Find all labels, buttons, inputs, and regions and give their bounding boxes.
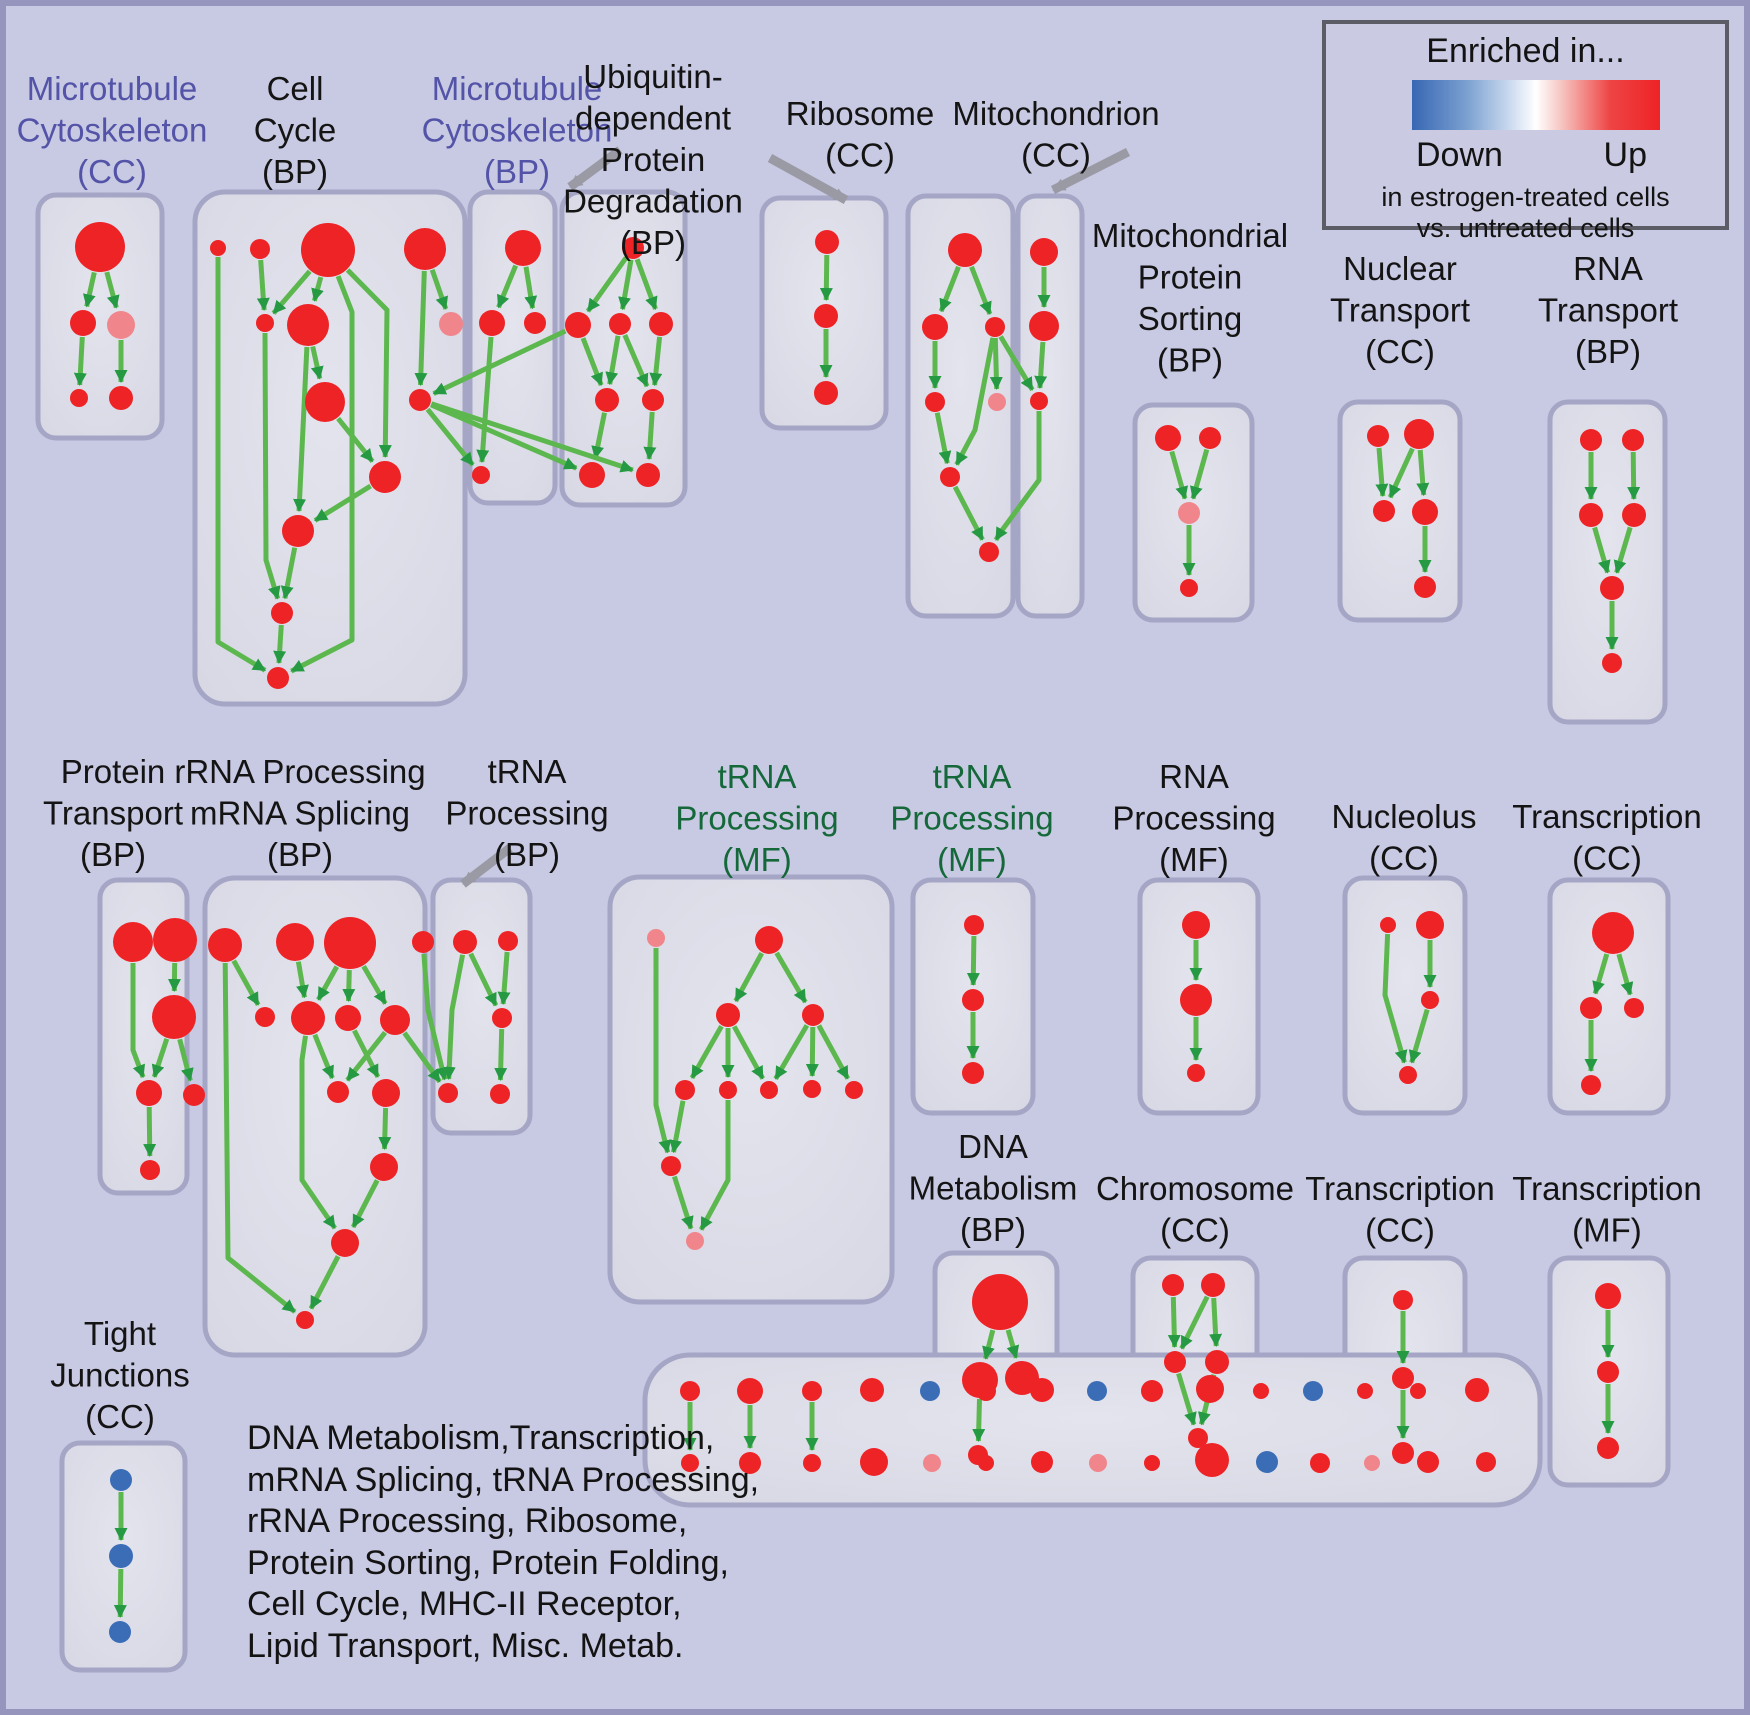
cluster-label-mito_cc: Mitochondrion bbox=[952, 95, 1160, 132]
go-term-node bbox=[940, 467, 960, 487]
go-term-node bbox=[1416, 911, 1444, 939]
go-term-node bbox=[1030, 1378, 1054, 1402]
go-term-node bbox=[1412, 499, 1438, 525]
legend-up-label: Up bbox=[1603, 136, 1647, 174]
go-term-node bbox=[716, 1003, 740, 1027]
go-term-node bbox=[1410, 1383, 1426, 1399]
go-term-node bbox=[962, 989, 984, 1011]
go-term-node bbox=[110, 1469, 132, 1491]
cluster-label-tr_mf: Transcription bbox=[1512, 1170, 1702, 1207]
go-term-node bbox=[962, 1062, 984, 1084]
cluster-label-rna_mf: Processing bbox=[1112, 799, 1276, 837]
go-term-node bbox=[1414, 576, 1436, 598]
cluster-label-nuc_cc: Nuclear bbox=[1343, 250, 1457, 287]
go-term-node bbox=[1399, 1066, 1417, 1084]
go-term-node bbox=[75, 222, 125, 272]
go-term-node bbox=[985, 317, 1005, 337]
go-term-node bbox=[860, 1448, 888, 1476]
go-term-node bbox=[860, 1378, 884, 1402]
go-term-node bbox=[327, 1081, 349, 1103]
go-term-node bbox=[642, 389, 664, 411]
go-term-node bbox=[1404, 419, 1434, 449]
go-term-node bbox=[287, 304, 329, 346]
go-term-node bbox=[1373, 500, 1395, 522]
go-term-node bbox=[1392, 1442, 1414, 1464]
go-term-node bbox=[70, 389, 88, 407]
legend-title: Enriched in... bbox=[1426, 32, 1625, 70]
cluster-label-trna_bp: tRNA bbox=[487, 753, 567, 790]
go-term-node bbox=[1089, 1454, 1107, 1472]
go-term-node bbox=[1380, 917, 1396, 933]
go-term-node bbox=[1310, 1453, 1330, 1473]
go-term-node bbox=[1199, 427, 1221, 449]
go-term-node bbox=[1595, 1283, 1621, 1309]
cluster-label-mps_bp: (BP) bbox=[1157, 341, 1223, 379]
cluster-label-mt_bp: Cytoskeleton bbox=[421, 111, 613, 149]
legend-box bbox=[1322, 20, 1729, 243]
go-term-node bbox=[183, 1084, 205, 1106]
cluster-label-ubi_main: dependent bbox=[575, 99, 731, 137]
go-term-node bbox=[565, 312, 591, 338]
cluster-label-rrna_bp: (BP) bbox=[267, 836, 333, 873]
cluster-label-microtubule_cc: Microtubule bbox=[26, 70, 198, 107]
cluster-label-tight_cc: (CC) bbox=[85, 1398, 155, 1435]
go-term-node bbox=[978, 1455, 994, 1471]
misc-label-line: Cell Cycle, MHC-II Receptor, bbox=[247, 1585, 682, 1623]
go-term-node bbox=[737, 1378, 763, 1404]
go-term-node bbox=[1367, 425, 1389, 447]
go-term-node bbox=[107, 311, 135, 339]
cluster-label-rna_mf: (MF) bbox=[1159, 841, 1229, 878]
go-term-node bbox=[1602, 653, 1622, 673]
cluster-label-nucleolus_cc: (CC) bbox=[1369, 839, 1439, 877]
go-term-node bbox=[453, 930, 477, 954]
go-term-node bbox=[1180, 579, 1198, 597]
edge bbox=[349, 970, 350, 1001]
go-term-node bbox=[70, 310, 96, 336]
go-term-node bbox=[923, 1454, 941, 1472]
cluster-label-ribosome_cc: Ribosome bbox=[785, 95, 935, 132]
go-term-node bbox=[291, 1001, 325, 1035]
edge bbox=[826, 255, 827, 300]
go-term-node bbox=[1421, 991, 1439, 1009]
legend-subtitle bbox=[1326, 182, 1725, 244]
go-term-node bbox=[372, 1079, 400, 1107]
go-term-node bbox=[109, 386, 133, 410]
cluster-label-dna_bp: Metabolism bbox=[908, 1169, 1078, 1207]
go-term-node bbox=[1030, 238, 1058, 266]
go-term-node bbox=[140, 1160, 160, 1180]
cluster-label-cell_cycle: (BP) bbox=[262, 153, 328, 190]
go-term-node bbox=[331, 1229, 359, 1257]
go-term-node bbox=[803, 1454, 821, 1472]
go-term-node bbox=[1303, 1381, 1323, 1401]
cluster-label-nuc_cc: (CC) bbox=[1365, 333, 1435, 370]
cluster-label-trna_bp: Processing bbox=[445, 794, 609, 832]
go-term-node bbox=[925, 392, 945, 412]
go-term-node bbox=[922, 314, 948, 340]
go-term-node bbox=[109, 1621, 131, 1643]
edge bbox=[973, 936, 974, 985]
go-term-node bbox=[109, 1544, 133, 1568]
go-term-node bbox=[1392, 1367, 1414, 1389]
go-term-node bbox=[439, 312, 463, 336]
cluster-label-trna_mf_small: Processing bbox=[890, 799, 1054, 837]
go-term-node bbox=[661, 1156, 681, 1176]
cluster-label-ubi_main: Protein bbox=[600, 141, 706, 178]
go-term-node bbox=[438, 1083, 458, 1103]
cluster-label-mt_bp: Microtubule bbox=[431, 70, 603, 107]
cluster-label-chrom_cc: (CC) bbox=[1160, 1211, 1230, 1249]
go-term-node bbox=[524, 312, 546, 334]
go-term-node bbox=[1580, 997, 1602, 1019]
go-term-node bbox=[1205, 1350, 1229, 1374]
go-term-node bbox=[1155, 425, 1181, 451]
go-term-node bbox=[1030, 392, 1048, 410]
go-term-node bbox=[845, 1081, 863, 1099]
go-term-node bbox=[1600, 576, 1624, 600]
cluster-label-mito_cc: (CC) bbox=[1021, 136, 1091, 174]
edge bbox=[978, 1399, 979, 1441]
legend-subtitle-line1: in estrogen-treated cells bbox=[1381, 182, 1670, 212]
go-term-node bbox=[404, 228, 446, 270]
edge bbox=[812, 1027, 813, 1076]
go-term-node bbox=[760, 1081, 778, 1099]
go-term-node bbox=[972, 1274, 1028, 1330]
go-term-node bbox=[271, 602, 293, 624]
edge bbox=[1633, 452, 1634, 499]
go-term-node bbox=[479, 310, 505, 336]
cluster-label-ribosome_cc: (CC) bbox=[825, 136, 895, 174]
cluster-label-microtubule_cc: Cytoskeleton bbox=[16, 111, 208, 149]
go-term-node bbox=[1465, 1378, 1489, 1402]
cluster-label-pt_bp: Protein bbox=[60, 753, 166, 790]
cluster-box-nuc_cc bbox=[1340, 402, 1460, 620]
cluster-label-trna_bp: (BP) bbox=[494, 836, 560, 873]
go-term-node bbox=[948, 233, 982, 267]
edge bbox=[120, 1569, 121, 1617]
go-term-node bbox=[1364, 1455, 1380, 1471]
go-term-node bbox=[1164, 1351, 1186, 1373]
misc-label-line: rRNA Processing, Ribosome, bbox=[247, 1502, 688, 1540]
misc-label-line: mRNA Splicing, tRNA Processing, bbox=[247, 1460, 760, 1499]
go-term-node bbox=[680, 1381, 700, 1401]
go-term-node bbox=[1622, 429, 1644, 451]
go-term-node bbox=[1256, 1451, 1278, 1473]
legend-subtitle-line2: vs. untreated cells bbox=[1416, 213, 1635, 243]
go-term-node bbox=[649, 312, 673, 336]
edge bbox=[1173, 1297, 1174, 1347]
go-term-node bbox=[609, 313, 631, 335]
go-term-node bbox=[282, 515, 314, 547]
cluster-label-trna_mf_big: tRNA bbox=[717, 758, 797, 795]
go-term-node bbox=[964, 915, 984, 935]
cluster-label-trna_mf_small: (MF) bbox=[937, 841, 1007, 878]
cluster-label-mps_bp: Sorting bbox=[1137, 300, 1243, 337]
go-term-node bbox=[976, 1381, 996, 1401]
cluster-label-tight_cc: Tight bbox=[83, 1315, 157, 1352]
go-term-node bbox=[1182, 911, 1210, 939]
edge bbox=[1214, 1298, 1217, 1346]
cluster-label-tr_cc1: Transcription bbox=[1512, 798, 1702, 835]
go-term-node bbox=[412, 931, 434, 953]
cluster-label-rnat_bp: RNA bbox=[1573, 250, 1643, 287]
go-term-node bbox=[498, 931, 518, 951]
go-term-node bbox=[815, 230, 839, 254]
go-term-node bbox=[1031, 1451, 1053, 1473]
edge bbox=[500, 1029, 501, 1080]
edge bbox=[995, 338, 996, 389]
go-term-node bbox=[1597, 1361, 1619, 1383]
go-term-node bbox=[1029, 311, 1059, 341]
cluster-label-rrna_bp: mRNA Splicing bbox=[189, 794, 411, 832]
go-term-node bbox=[1357, 1383, 1373, 1399]
misc-categories-label bbox=[247, 1418, 759, 1667]
go-term-node bbox=[1417, 1451, 1439, 1473]
go-term-node bbox=[814, 381, 838, 405]
go-term-node bbox=[1579, 503, 1603, 527]
go-term-node bbox=[1592, 912, 1634, 954]
go-term-node bbox=[505, 230, 541, 266]
go-term-node bbox=[579, 462, 605, 488]
cluster-label-trna_mf_big: (MF) bbox=[722, 841, 792, 878]
go-term-node bbox=[1144, 1455, 1160, 1471]
edge bbox=[80, 337, 83, 385]
go-term-node bbox=[267, 667, 289, 689]
go-term-node bbox=[675, 1080, 695, 1100]
cluster-label-tr_mf: (MF) bbox=[1572, 1211, 1642, 1249]
go-term-node bbox=[802, 1004, 824, 1026]
cluster-label-tight_cc: Junctions bbox=[50, 1356, 190, 1394]
misc-label-line: Lipid Transport, Misc. Metab. bbox=[247, 1626, 684, 1665]
go-term-node bbox=[1622, 503, 1646, 527]
cluster-label-trna_mf_small: tRNA bbox=[932, 758, 1012, 795]
cluster-label-dna_bp: (BP) bbox=[960, 1211, 1026, 1248]
go-term-node bbox=[152, 995, 196, 1039]
cluster-label-nucleolus_cc: Nucleolus bbox=[1331, 798, 1477, 835]
go-term-node bbox=[490, 1084, 510, 1104]
go-term-node bbox=[647, 929, 665, 947]
misc-label-line: DNA Metabolism,Transcription, bbox=[247, 1419, 715, 1457]
cluster-label-ubi_main: (BP) bbox=[620, 224, 686, 261]
go-term-node bbox=[802, 1381, 822, 1401]
cluster-label-mps_bp: Mitochondrial bbox=[1091, 217, 1289, 254]
edge bbox=[649, 412, 652, 459]
go-term-node bbox=[1476, 1452, 1496, 1472]
cluster-label-ubi_main: Ubiquitin- bbox=[583, 58, 723, 95]
cluster-box-rnat_bp bbox=[1550, 402, 1665, 722]
cluster-label-pt_bp: (BP) bbox=[80, 836, 146, 873]
go-term-node bbox=[256, 314, 274, 332]
go-term-node bbox=[1141, 1380, 1163, 1402]
go-term-node bbox=[1187, 1064, 1205, 1082]
go-term-node bbox=[380, 1005, 410, 1035]
go-term-node bbox=[305, 382, 345, 422]
go-term-node bbox=[409, 389, 431, 411]
go-term-node bbox=[136, 1080, 162, 1106]
go-term-node bbox=[595, 388, 619, 412]
cluster-label-chrom_cc: Chromosome bbox=[1095, 1170, 1295, 1207]
go-term-node bbox=[920, 1381, 940, 1401]
edge bbox=[1040, 342, 1043, 388]
go-term-node bbox=[370, 1153, 398, 1181]
go-term-node bbox=[814, 304, 838, 328]
go-term-node bbox=[988, 393, 1006, 411]
go-term-node bbox=[276, 923, 314, 961]
go-term-node bbox=[1201, 1273, 1225, 1297]
go-term-node bbox=[250, 239, 270, 259]
cluster-label-tr_cc2: Transcription bbox=[1305, 1170, 1495, 1207]
cluster-label-rrna_bp: rRNA Processing bbox=[174, 753, 426, 790]
go-term-node bbox=[979, 542, 999, 562]
cluster-label-ubi_main: Degradation bbox=[563, 182, 743, 220]
go-term-node bbox=[1178, 502, 1200, 524]
legend-gradient-bar bbox=[1412, 80, 1660, 130]
go-term-node bbox=[755, 926, 783, 954]
edge bbox=[1420, 450, 1424, 495]
go-term-node bbox=[113, 922, 153, 962]
edge bbox=[385, 1108, 386, 1149]
cluster-label-pt_bp: Transport bbox=[43, 794, 183, 832]
misc-label-line: Protein Sorting, Protein Folding, bbox=[247, 1543, 729, 1582]
go-term-node bbox=[803, 1080, 821, 1098]
go-term-node bbox=[686, 1232, 704, 1250]
go-term-node bbox=[324, 917, 376, 969]
legend-down-label: Down bbox=[1416, 136, 1503, 174]
edge bbox=[261, 260, 264, 310]
cluster-label-cell_cycle: Cell bbox=[266, 70, 324, 107]
edge bbox=[279, 625, 281, 663]
go-term-node bbox=[153, 918, 197, 962]
cluster-label-cell_cycle: Cycle bbox=[253, 111, 337, 149]
cluster-label-dna_bp: DNA bbox=[958, 1128, 1028, 1165]
go-term-node bbox=[1162, 1274, 1184, 1296]
go-term-node bbox=[369, 461, 401, 493]
go-term-node bbox=[492, 1008, 512, 1028]
edge bbox=[149, 1107, 150, 1156]
go-term-node bbox=[1195, 1443, 1229, 1477]
cluster-label-rna_mf: RNA bbox=[1159, 758, 1229, 795]
go-term-node bbox=[255, 1007, 275, 1027]
go-term-node bbox=[472, 466, 490, 484]
go-term-node bbox=[335, 1005, 361, 1031]
go-term-node bbox=[1597, 1437, 1619, 1459]
go-term-node bbox=[208, 928, 242, 962]
cluster-label-mt_bp: (BP) bbox=[484, 153, 550, 190]
go-term-node bbox=[296, 1311, 314, 1329]
go-term-node bbox=[1196, 1375, 1224, 1403]
cluster-label-tr_cc2: (CC) bbox=[1365, 1211, 1435, 1249]
go-term-node bbox=[1581, 1075, 1601, 1095]
cluster-label-nuc_cc: Transport bbox=[1330, 291, 1470, 329]
go-term-node bbox=[210, 240, 226, 256]
cluster-label-microtubule_cc: (CC) bbox=[77, 153, 147, 190]
go-term-node bbox=[301, 223, 355, 277]
go-term-node bbox=[1253, 1383, 1269, 1399]
go-term-node bbox=[1180, 984, 1212, 1016]
go-term-node bbox=[636, 463, 660, 487]
go-term-node bbox=[1393, 1290, 1413, 1310]
cluster-label-tr_cc1: (CC) bbox=[1572, 839, 1642, 877]
cluster-label-rnat_bp: Transport bbox=[1538, 291, 1678, 329]
go-term-node bbox=[1087, 1381, 1107, 1401]
go-term-node bbox=[1624, 998, 1644, 1018]
go-term-node bbox=[1580, 429, 1602, 451]
cluster-label-mps_bp: Protein bbox=[1137, 258, 1243, 296]
cluster-label-trna_mf_big: Processing bbox=[675, 799, 839, 837]
go-term-node bbox=[719, 1081, 737, 1099]
cluster-label-rnat_bp: (BP) bbox=[1575, 333, 1641, 370]
